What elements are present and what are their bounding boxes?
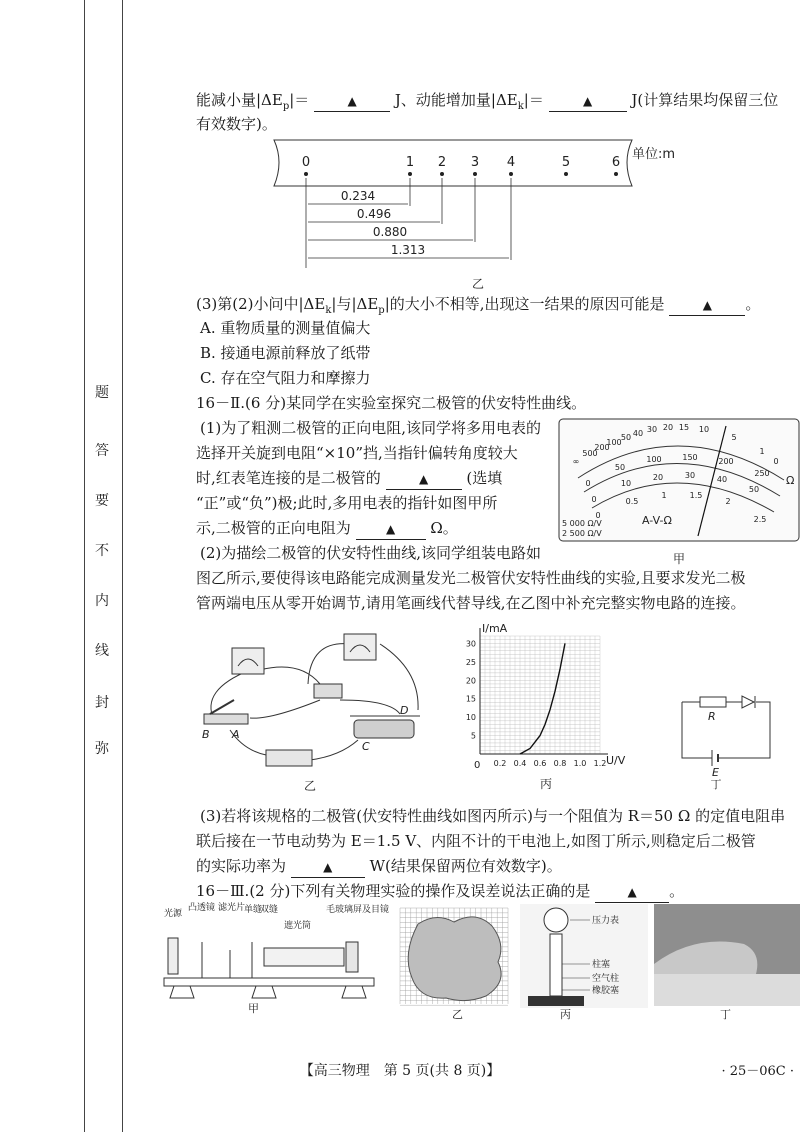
q3b-text: W(结果保留两位有效数字)。 bbox=[369, 857, 562, 875]
apparatus-label: 单缝 bbox=[244, 905, 263, 915]
dial-tick: 1 bbox=[759, 447, 765, 456]
dial-tick: 20 bbox=[662, 423, 674, 432]
dial-brand: A-V-Ω bbox=[642, 514, 672, 527]
blank-mark: ▲ bbox=[627, 885, 637, 899]
chart-ticks bbox=[466, 639, 607, 768]
y-tick-label: 10 bbox=[465, 713, 476, 723]
energy-text: |＝ bbox=[289, 91, 310, 109]
q16-2-p1 bbox=[196, 518, 458, 540]
terminal-label: D bbox=[400, 704, 409, 717]
dial-omega: Ω bbox=[786, 474, 795, 487]
switch-base bbox=[204, 714, 248, 724]
photo-background bbox=[520, 904, 648, 1008]
margin-char: 题 bbox=[95, 385, 109, 401]
bench-foot bbox=[170, 986, 366, 998]
y-tick-label: 15 bbox=[465, 694, 476, 704]
eyepiece bbox=[346, 942, 358, 972]
dial-tick: 10 bbox=[698, 425, 710, 434]
dial-tick: 0.5 bbox=[625, 497, 639, 506]
gas-pressure-setup bbox=[520, 904, 648, 1020]
q16-2-p2: 图乙所示,要使得该电路能完成测量发光二极管伏安特性曲线的实验,且要求发光二极 bbox=[196, 569, 746, 587]
footer-right: · 25－06C · bbox=[721, 1064, 794, 1079]
q3b-text: 的实际功率为 bbox=[196, 857, 287, 875]
tape-dot bbox=[509, 172, 513, 176]
setup-caption: 丙 bbox=[560, 1008, 571, 1021]
q16-3-text: 。 bbox=[669, 882, 685, 900]
tape-point-label: 5 bbox=[561, 155, 571, 170]
x-tick-label: 0.8 bbox=[553, 759, 567, 768]
q16-2-p2: 管两端电压从零开始调节,请用笔画线代替导线,在乙图中补充完整实物电路的连接。 bbox=[196, 594, 746, 612]
blank-mark: ▲ bbox=[347, 94, 357, 108]
tape-dot bbox=[473, 172, 477, 176]
voltmeter bbox=[344, 634, 376, 660]
syringe bbox=[550, 934, 562, 996]
chart-caption: 丙 bbox=[539, 777, 553, 791]
dial-tick: 200 bbox=[594, 443, 610, 452]
answer-blank[interactable] bbox=[595, 881, 669, 903]
dial-tick: 500 bbox=[582, 449, 598, 458]
margin-char: 弥 bbox=[95, 741, 109, 757]
setup-label: 橡胶塞 bbox=[592, 986, 620, 996]
q16-2-text: 时,红表笔连接的是二极管的 bbox=[196, 469, 381, 487]
option-b: B. 接通电源前释放了纸带 bbox=[200, 344, 371, 362]
paper-tape-figure bbox=[260, 134, 690, 294]
dial-tick: 150 bbox=[682, 453, 698, 462]
series-circuit bbox=[672, 690, 782, 790]
binding-line-inner bbox=[122, 0, 123, 1132]
answer-blank[interactable] bbox=[549, 90, 627, 112]
y-tick-label: 25 bbox=[465, 657, 476, 667]
apparatus-label: 双缝 bbox=[260, 905, 279, 915]
q3-stem bbox=[196, 294, 760, 321]
y-tick-label: 20 bbox=[465, 676, 476, 686]
tape-dot bbox=[440, 172, 444, 176]
dial-tick: 0 bbox=[773, 457, 779, 466]
wire bbox=[380, 644, 418, 710]
blank-mark: ▲ bbox=[418, 472, 429, 486]
tape-caption: 乙 bbox=[471, 277, 485, 291]
dial-caption: 甲 bbox=[672, 552, 686, 566]
cell-label: E bbox=[712, 766, 719, 779]
blank-mark: ▲ bbox=[323, 860, 333, 874]
dial-tick: 0 bbox=[585, 479, 591, 488]
dial-tick: 1 bbox=[661, 491, 667, 500]
margin-char: 封 bbox=[95, 695, 109, 711]
stand-base bbox=[528, 996, 584, 1006]
sub-p: p bbox=[282, 101, 290, 112]
x-tick-label: 0.6 bbox=[533, 759, 547, 768]
option-c: C. 存在空气阻力和摩擦力 bbox=[200, 369, 371, 387]
dial-tick: ∞ bbox=[572, 457, 580, 466]
ammeter bbox=[232, 648, 264, 674]
q16-2-p1: (1)为了粗测二极管的正向电阻,该同学将多用电表的 bbox=[200, 419, 542, 437]
q16-2-p1 bbox=[196, 468, 502, 490]
q16-2-header: 16－Ⅱ.(6 分)某同学在实验室探究二极管的伏安特性曲线。 bbox=[196, 394, 587, 412]
q16-2-p3: (3)若将该规格的二极管(伏安特性曲线如图丙所示)与一个阻值为 R＝50 Ω 的定值电阻串 bbox=[200, 807, 786, 825]
tape-dot bbox=[408, 172, 412, 176]
setup-label: 压力表 bbox=[592, 916, 620, 926]
wire bbox=[340, 700, 400, 714]
tape-outline bbox=[274, 140, 632, 186]
tape-dot bbox=[614, 172, 618, 176]
resistor-symbol bbox=[700, 697, 726, 707]
q16-2-text: 示,二极管的正向电阻为 bbox=[196, 519, 351, 537]
dial-tick: 5 bbox=[731, 433, 737, 442]
dial-tick: 0 bbox=[591, 495, 597, 504]
binding-line-outer bbox=[84, 0, 85, 1132]
wire bbox=[310, 740, 358, 760]
margin-char: 不 bbox=[95, 543, 109, 559]
margin-char: 内 bbox=[95, 593, 109, 609]
double-slit-apparatus bbox=[160, 902, 390, 1015]
tape-point-label: 0 bbox=[301, 155, 311, 170]
terminal-label: A bbox=[232, 728, 240, 741]
origin-label: 0 bbox=[474, 760, 481, 771]
wire bbox=[260, 667, 320, 684]
circuit-figure bbox=[190, 630, 430, 792]
setup-label: 空气柱 bbox=[592, 974, 620, 984]
dial-label: 5 000 Ω/V bbox=[562, 519, 602, 528]
optical-bench bbox=[164, 978, 374, 986]
x-tick-label: 1.0 bbox=[573, 759, 587, 768]
experiment-photo bbox=[654, 904, 800, 1020]
energy-text: J、动能增加量|ΔE bbox=[394, 91, 518, 109]
energy-text: J(计算结果均保留三位 bbox=[631, 91, 779, 109]
oil-film-area bbox=[408, 917, 501, 1001]
tape-point-label: 4 bbox=[506, 155, 516, 170]
q3-text: 。 bbox=[745, 295, 761, 313]
wire bbox=[211, 670, 250, 720]
q16-2-p3 bbox=[196, 856, 562, 878]
setup-label: 柱塞 bbox=[592, 960, 611, 970]
tape-distance: 0.496 bbox=[356, 207, 392, 221]
dial-tick: 20 bbox=[652, 473, 664, 482]
diode-block bbox=[314, 684, 342, 698]
x-tick-label: 0.4 bbox=[513, 759, 527, 768]
dial-tick: 250 bbox=[754, 469, 770, 478]
q3-text: |的大小不相等,出现这一结果的原因可能是 bbox=[384, 295, 665, 313]
margin-char: 线 bbox=[95, 643, 109, 659]
tape-point-label: 6 bbox=[611, 155, 621, 170]
dial-tick: 30 bbox=[646, 425, 658, 434]
apparatus-label: 滤光片 bbox=[218, 903, 246, 913]
tape-distance: 0.234 bbox=[340, 189, 376, 203]
dial-tick: 50 bbox=[620, 433, 632, 442]
dial-tick: 10 bbox=[620, 479, 632, 488]
answer-blank[interactable] bbox=[386, 468, 462, 490]
q3-text: (3)第(2)小问中|ΔE bbox=[196, 295, 326, 313]
answer-blank[interactable] bbox=[314, 90, 390, 112]
q16-2-text: (选填 bbox=[466, 469, 503, 487]
wire bbox=[250, 700, 320, 718]
footer-center: 【高三物理 第 5 页(共 8 页)】 bbox=[299, 1063, 501, 1079]
answer-blank[interactable] bbox=[291, 856, 365, 878]
apparatus-label: 遮光筒 bbox=[284, 921, 312, 931]
dial-tick: 0 bbox=[595, 511, 601, 520]
photo-tank bbox=[654, 974, 800, 1006]
dial-tick: 2 bbox=[725, 497, 731, 506]
rheostat bbox=[354, 720, 414, 738]
multimeter-dial bbox=[558, 418, 800, 568]
tape-point-label: 1 bbox=[405, 155, 415, 170]
q16-2-p1: 选择开关旋到电阻“×10”挡,当指针偏转角度较大 bbox=[196, 444, 518, 462]
oil-film-grid bbox=[396, 904, 516, 1020]
apparatus-label: 凸透镜 bbox=[188, 903, 216, 913]
energy-line bbox=[196, 90, 778, 117]
iv-chart bbox=[450, 622, 640, 792]
q3-text: |与|ΔE bbox=[331, 295, 379, 313]
circuit-caption: 乙 bbox=[303, 779, 317, 793]
dial-tick: 15 bbox=[678, 423, 690, 432]
tape-point-label: 3 bbox=[470, 155, 480, 170]
tape-point-label: 2 bbox=[437, 155, 447, 170]
sub-k: k bbox=[325, 305, 332, 316]
battery-box bbox=[266, 750, 312, 766]
hood-tube bbox=[264, 948, 344, 966]
tape-dot bbox=[564, 172, 568, 176]
dial-tick: 1.5 bbox=[689, 491, 703, 500]
y-tick-label: 5 bbox=[470, 731, 476, 741]
diode-symbol bbox=[742, 696, 755, 708]
answer-blank[interactable] bbox=[669, 294, 745, 316]
light-source bbox=[168, 938, 178, 974]
loop-caption: 丁 bbox=[710, 778, 722, 791]
dial-tick: 2.5 bbox=[753, 515, 767, 524]
energy-text: 能减小量|ΔE bbox=[196, 91, 283, 109]
x-axis-label: U/V bbox=[606, 754, 626, 767]
resistor-label: R bbox=[708, 710, 716, 723]
apparatus-label: 毛玻璃屏及目镜 bbox=[326, 905, 390, 915]
q16-2-p2: (2)为描绘二极管的伏安特性曲线,该同学组装电路如 bbox=[200, 544, 542, 562]
sub-k: k bbox=[517, 101, 524, 112]
tape-distance: 0.880 bbox=[372, 225, 408, 239]
loop-wire bbox=[682, 702, 770, 758]
dial-tick: 30 bbox=[684, 471, 696, 480]
dial-tick: 40 bbox=[632, 429, 644, 438]
dial-tick: 100 bbox=[646, 455, 662, 464]
pressure-gauge bbox=[544, 908, 568, 932]
apparatus-label: 光源 bbox=[164, 909, 183, 919]
q16-2-p1: “正”或“负”)极;此时,多用电表的指针如图甲所 bbox=[196, 494, 498, 512]
y-tick-label: 30 bbox=[465, 639, 476, 649]
energy-text: |＝ bbox=[523, 91, 544, 109]
blank-mark: ▲ bbox=[702, 298, 712, 312]
q16-2-text: Ω。 bbox=[430, 519, 458, 537]
tape-distance: 1.313 bbox=[390, 243, 426, 257]
margin-char: 要 bbox=[95, 493, 109, 509]
answer-blank[interactable] bbox=[356, 518, 426, 540]
q16-3-stem bbox=[196, 881, 684, 903]
switch-blade bbox=[210, 700, 234, 714]
dial-tick: 200 bbox=[718, 457, 734, 466]
x-tick-label: 0.2 bbox=[493, 759, 507, 768]
y-axis-label: I/mA bbox=[482, 622, 508, 635]
dial-tick: 50 bbox=[748, 485, 760, 494]
x-tick-label: 1.2 bbox=[593, 759, 607, 768]
dial-tick: 40 bbox=[716, 475, 728, 484]
photo-caption: 丁 bbox=[720, 1008, 731, 1021]
blank-mark: ▲ bbox=[385, 522, 396, 536]
grid-caption: 乙 bbox=[452, 1008, 463, 1021]
dial-label: 2 500 Ω/V bbox=[562, 529, 602, 538]
tape-unit: 单位:m bbox=[632, 147, 676, 162]
terminal-label: C bbox=[362, 740, 370, 753]
dial-tick: 100 bbox=[606, 438, 622, 447]
apparatus-caption: 甲 bbox=[248, 1002, 259, 1015]
sub-p: p bbox=[378, 305, 385, 316]
margin-char: 答 bbox=[95, 443, 109, 459]
tape-dot bbox=[304, 172, 308, 176]
option-a: A. 重物质量的测量值偏大 bbox=[200, 319, 371, 337]
terminal-label: B bbox=[202, 728, 210, 741]
energy-line-cont: 有效数字)。 bbox=[196, 115, 277, 133]
q16-2-p3: 联后接在一节电动势为 E＝1.5 V、内阻不计的干电池上,如图丁所示,则稳定后二极管 bbox=[196, 832, 756, 850]
blank-mark: ▲ bbox=[583, 94, 593, 108]
dial-tick: 50 bbox=[614, 463, 626, 472]
q16-3-text: 16－Ⅲ.(2 分)下列有关物理实验的操作及误差说法正确的是 bbox=[196, 882, 591, 900]
